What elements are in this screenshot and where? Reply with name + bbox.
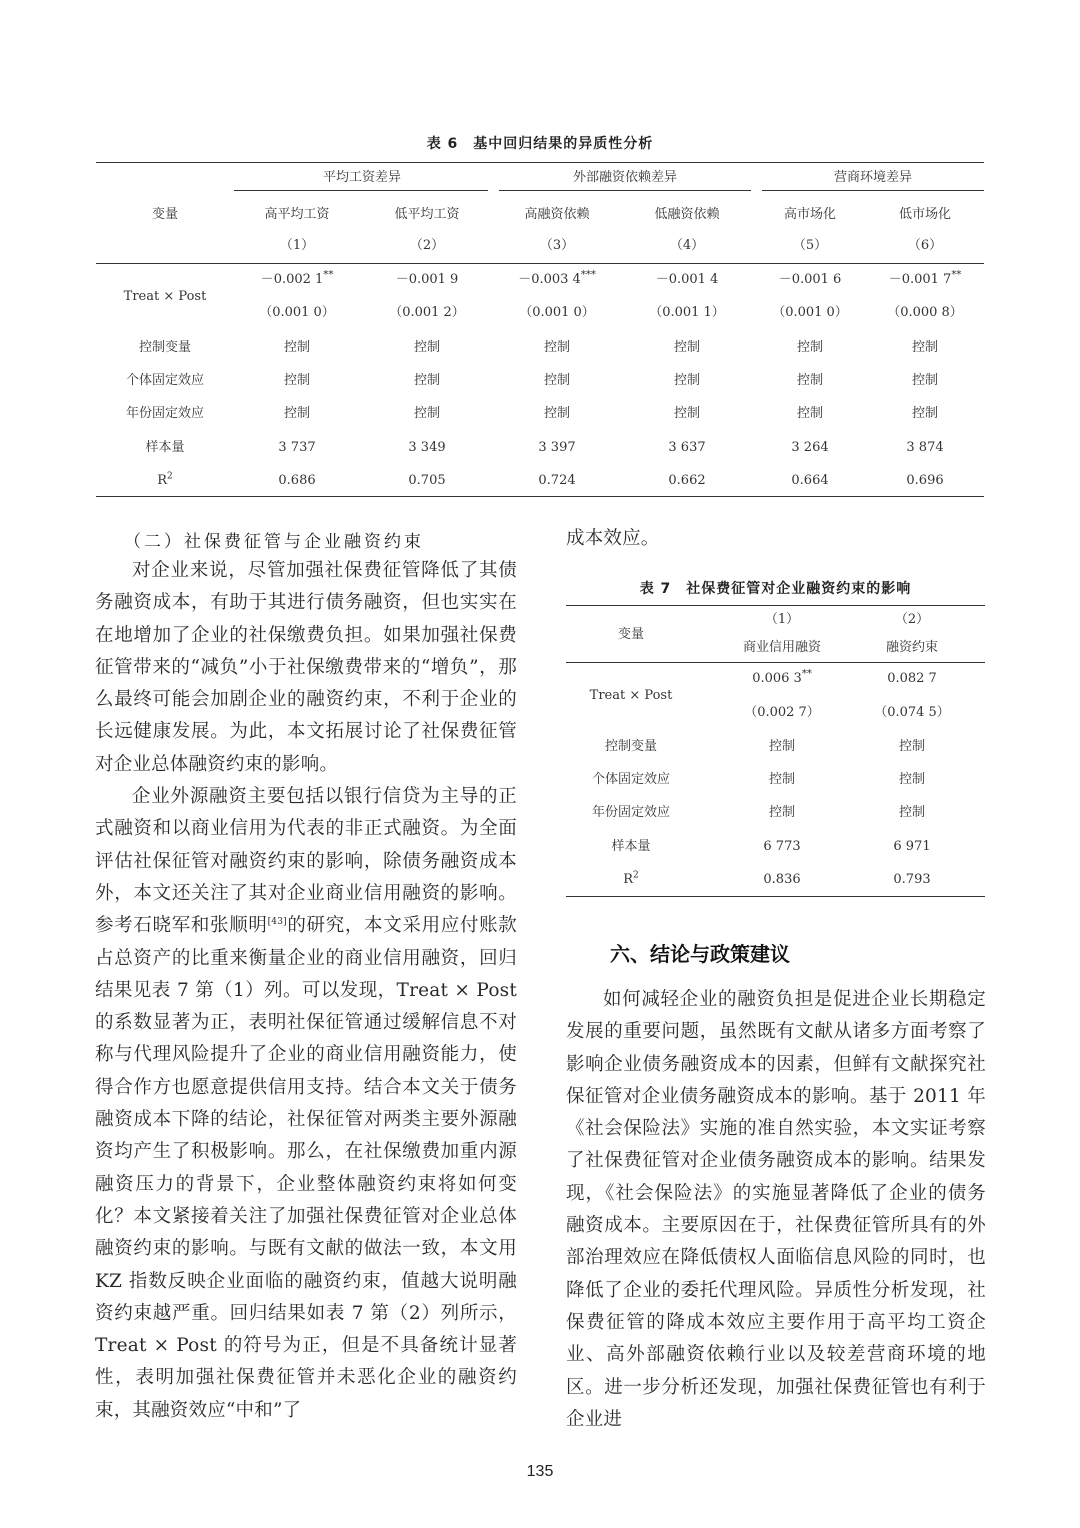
column-subheader: 高市场化	[783, 207, 836, 222]
table7-bottom-rule	[566, 896, 985, 897]
std-error-cell: （0.001 2）	[389, 305, 465, 320]
std-error-cell: （0.001 0）	[519, 305, 595, 320]
r2-cell: 0.686	[278, 473, 316, 488]
coef-value: 0.082 7	[887, 671, 937, 686]
column-subheader: 高融资依赖	[524, 207, 590, 222]
r2-cell: 0.696	[906, 473, 944, 488]
column-number: （6）	[907, 238, 943, 253]
treat-post-label: Treat × Post	[123, 289, 207, 304]
r2-label	[95, 473, 235, 489]
column-subheader: 高平均工资	[264, 207, 330, 222]
row-label: 控制变量	[604, 739, 657, 754]
table6-title: 表 6 基中回归结果的异质性分析	[426, 136, 654, 152]
table-cell: 控制	[413, 373, 440, 388]
right-top-text	[566, 523, 986, 555]
table-cell: 控制	[283, 340, 310, 355]
r2-letter: R	[623, 872, 634, 887]
coef-value: －0.001 4	[655, 272, 719, 287]
table-cell: 控制	[413, 340, 440, 355]
table-cell: 控制	[673, 340, 700, 355]
subsection-title: （二）社保费征管与企业融资约束	[124, 532, 424, 552]
column-number: （4）	[669, 238, 705, 253]
r2-superscript: 2	[633, 870, 639, 881]
left-body-text	[95, 555, 517, 1427]
table-cell: 3 349	[408, 440, 446, 455]
r2-label	[566, 872, 696, 888]
column-number: （2）	[409, 238, 445, 253]
std-error-cell: （0.001 1）	[649, 305, 725, 320]
row-label: 样本量	[611, 839, 651, 854]
table-cell: 控制	[796, 373, 823, 388]
r2-superscript: 2	[167, 471, 173, 482]
table-cell: 控制	[911, 373, 938, 388]
table-cell: 控制	[543, 406, 570, 421]
row-label: 样本量	[145, 440, 185, 455]
significance-stars: **	[323, 269, 334, 281]
table7-header-rule	[566, 662, 985, 663]
coef-cell	[865, 269, 985, 288]
coef-value: －0.001 6	[778, 272, 842, 287]
column-number: （1）	[764, 612, 800, 627]
column-number: （2）	[894, 612, 930, 627]
std-error-cell: （0.002 7）	[744, 705, 820, 720]
left-paragraph-2	[95, 781, 517, 1427]
table-cell: 6 971	[893, 839, 931, 854]
table-cell: 控制	[898, 805, 925, 820]
column-subheader: 商业信用融资	[742, 640, 821, 655]
table-cell: 3 874	[906, 440, 944, 455]
std-error-cell: （0.074 5）	[874, 705, 950, 720]
coef-value: －0.002 1	[260, 272, 324, 287]
column-subheader: 低融资依赖	[654, 207, 720, 222]
left-paragraph-2-part-b: 的研究，本文采用应付账款占总资产的比重来衡量企业的商业信用融资，回归结果见表 7 第（1）列。可以发现，Treat × Post 的系数显著为正，表明社保征管通过缓解信息不对称与代理风险提升了企业的商业信用融资能力，使得合作方也愿意提供信用支持。结合本文关于债务融资成本下降的结论，社保征管对两类主要外源融资均产生了积极影响。那么，在社保缴费加重内源融资压力的背景下，企业整体融资约束将如何变化？本文紧接着关注了加强社保费征管对企业总体融资约束的影响。与既有文献的做法一致，本文用 KZ 指数反映企业面临的融资约束，值越大说明融资约束越严重。回归结果如表 7 第（2）列所示，Treat × Post 的符号为正，但是不具备统计显著性，表明加强社保费征管并未恶化企业的融资约束，其融资效应“中和”了	[95, 915, 517, 1421]
row-label: 个体固定效应	[591, 772, 670, 787]
table7-title: 表 7 社保费征管对企业融资约束的影响	[639, 581, 912, 597]
coef-value: －0.003 4	[518, 272, 581, 287]
table6-group-rule-1	[234, 190, 488, 191]
r2-cell: 0.724	[538, 473, 576, 488]
table7-top-rule	[566, 605, 985, 606]
table-cell: 控制	[283, 406, 310, 421]
coef-cell	[367, 272, 487, 288]
coef-value: 0.006 3	[752, 671, 802, 686]
coef-cell	[627, 272, 747, 288]
table-cell: 3 637	[668, 440, 706, 455]
table-cell: 6 773	[763, 839, 801, 854]
table-cell: 3 737	[278, 440, 316, 455]
r2-cell: 0.705	[408, 473, 446, 488]
table-cell: 控制	[283, 373, 310, 388]
table-cell: 控制	[543, 340, 570, 355]
table6-top-rule	[96, 162, 984, 163]
coef-cell	[497, 269, 617, 288]
coef-value: －0.001 7	[888, 272, 952, 287]
left-paragraph-1: 对企业来说，尽管加强社保费征管降低了其债务融资成本，有助于其进行债务融资，但也实实在在地增加了企业的社保缴费负担。如果加强社保费征管带来的“减负”小于社保缴费带来的“增负”，那么最终可能会加剧企业的融资约束，不利于企业的长远健康发展。为此，本文拓展讨论了社保费征管对企业总体融资约束的影响。	[95, 560, 517, 775]
table-cell: 控制	[768, 805, 795, 820]
table-cell: 控制	[911, 340, 938, 355]
table-cell: 控制	[413, 406, 440, 421]
r2-cell: 0.664	[791, 473, 829, 488]
std-error-cell: （0.001 0）	[259, 305, 335, 320]
group-header: 外部融资依赖差异	[572, 170, 677, 185]
coef-cell	[847, 671, 977, 687]
table6-group-rule-2	[499, 190, 751, 191]
table-cell: 控制	[768, 739, 795, 754]
table-cell: 控制	[911, 406, 938, 421]
section6-title: 六、结论与政策建议	[610, 942, 790, 966]
table-cell: 控制	[673, 406, 700, 421]
citation-ref: [43]	[267, 917, 287, 928]
table-cell: 控制	[796, 406, 823, 421]
table-cell: 控制	[898, 772, 925, 787]
significance-stars: **	[801, 668, 812, 680]
row-label: 年份固定效应	[125, 406, 204, 421]
left-paragraph-2-part-a: 企业外源融资主要包括以银行信贷为主导的正式融资和以商业信用为代表的非正式融资。为全面评估社保征管对融资约束的影响，除债务融资成本外，本文还关注了其对企业商业信用融资的影响。参考石晓军和张顺明	[95, 786, 517, 937]
r2-cell: 0.662	[668, 473, 706, 488]
page-number: 135	[526, 1463, 554, 1480]
row-label: 个体固定效应	[125, 373, 204, 388]
right-top-line: 成本效应。	[566, 528, 660, 549]
table-cell: 3 397	[538, 440, 576, 455]
group-header: 平均工资差异	[322, 170, 401, 185]
var-header: 变量	[617, 627, 644, 642]
table-cell: 控制	[898, 739, 925, 754]
column-subheader: 低平均工资	[394, 207, 460, 222]
table6-header-rule	[96, 263, 984, 264]
group-header: 营商环境差异	[833, 170, 912, 185]
table-cell: 控制	[543, 373, 570, 388]
significance-stars: ***	[580, 269, 596, 281]
std-error-cell: （0.001 0）	[772, 305, 848, 320]
table6-group-rule-3	[762, 190, 984, 191]
column-number: （3）	[539, 238, 575, 253]
r2-cell: 0.793	[893, 872, 931, 887]
coef-value: －0.001 9	[395, 272, 459, 287]
treat-post-label: Treat × Post	[589, 688, 673, 703]
r2-cell: 0.836	[763, 872, 801, 887]
coef-cell	[750, 272, 870, 288]
column-number: （5）	[792, 238, 828, 253]
table-cell: 控制	[796, 340, 823, 355]
table-cell: 3 264	[791, 440, 829, 455]
coef-cell	[717, 668, 847, 687]
table-cell: 控制	[673, 373, 700, 388]
row-label: 控制变量	[138, 340, 191, 355]
right-body-text	[566, 984, 986, 1436]
right-paragraph-1: 如何减轻企业的融资负担是促进企业长期稳定发展的重要问题，虽然既有文献从诸多方面考察了影响企业债务融资成本的因素，但鲜有文献探究社保征管对企业债务融资成本的影响。基于 2011 年《社会保险法》实施的准自然实验，本文实证考察了社保费征管对企业债务融资成本的影响。结果发现，《社会保险法》的实施显著降低了企业的债务融资成本。主要原因在于，社保费征管所具有的外部治理效应在降低债权人面临信息风险的同时，也降低了企业的委托代理风险。异质性分析发现，社保费征管的降成本效应主要作用于高平均工资企业、高外部融资依赖行业以及较差营商环境的地区。进一步分析还发现，加强社保费征管也有利于企业进	[566, 989, 986, 1430]
significance-stars: **	[951, 269, 962, 281]
row-label: 年份固定效应	[591, 805, 670, 820]
column-number: （1）	[279, 238, 315, 253]
column-subheader: 低市场化	[898, 207, 951, 222]
coef-cell	[237, 269, 357, 288]
table-cell: 控制	[768, 772, 795, 787]
std-error-cell: （0.000 8）	[887, 305, 963, 320]
column-subheader: 融资约束	[885, 640, 938, 655]
r2-letter: R	[157, 473, 168, 488]
var-header: 变量	[151, 207, 178, 222]
table6-bottom-rule	[96, 496, 984, 497]
